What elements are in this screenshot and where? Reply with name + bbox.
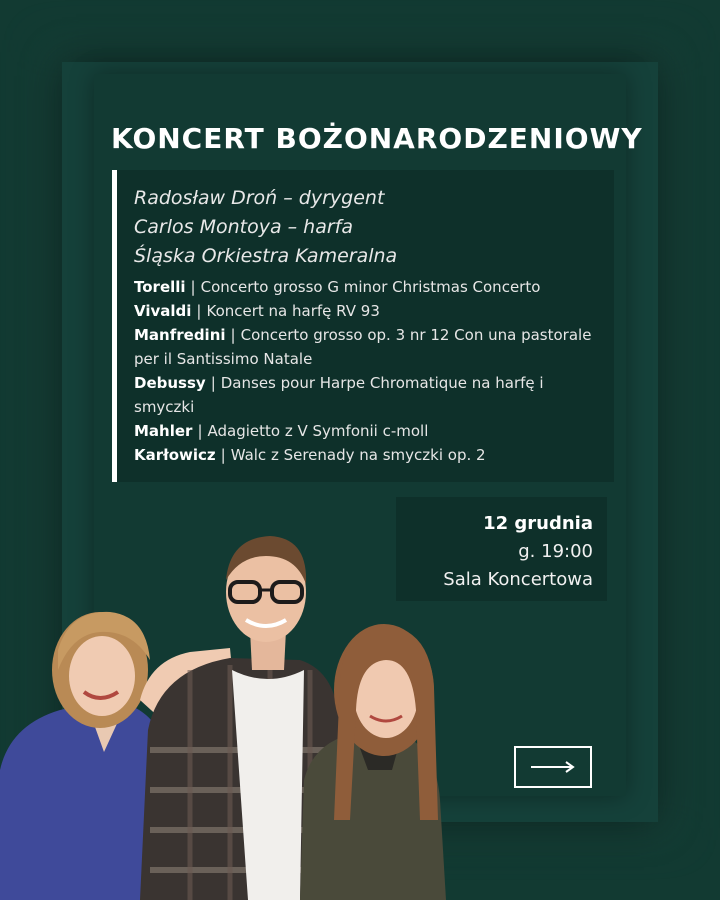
concert-title: KONCERT BOŻONARODZENIOWY	[111, 122, 643, 155]
separator: |	[220, 446, 226, 464]
composer-name: Manfredini	[134, 326, 226, 344]
program-item	[134, 419, 604, 443]
program-item	[134, 323, 604, 371]
event-date: 12 grudnia	[483, 513, 593, 534]
program-box	[112, 170, 614, 482]
composer-name: Vivaldi	[134, 302, 192, 320]
separator: |	[197, 422, 203, 440]
separator: |	[230, 326, 236, 344]
event-time: g. 19:00	[518, 541, 593, 562]
program-item	[134, 275, 604, 299]
program-item	[134, 443, 604, 467]
arrow-right-icon	[530, 760, 576, 774]
work-title: Danses pour Harpe Chromatique na harfę i smyczki	[134, 374, 544, 416]
performer-orchestra: Śląska Orkiestra Kameralna	[134, 245, 398, 267]
work-title: Walc z Serenady na smyczki op. 2	[230, 446, 486, 464]
composer-name: Debussy	[134, 374, 206, 392]
person-right	[300, 624, 446, 900]
composer-name: Torelli	[134, 278, 186, 296]
work-title: Koncert na harfę RV 93	[206, 302, 380, 320]
program-item	[134, 371, 604, 419]
work-title: Concerto grosso op. 3 nr 12 Con una pastorale per il Santissimo Natale	[134, 326, 592, 368]
performer-conductor: Radosław Droń – dyrygent	[134, 187, 385, 209]
work-title: Adagietto z V Symfonii c-moll	[207, 422, 429, 440]
performer-harp: Carlos Montoya – harfa	[134, 216, 353, 238]
program-item	[134, 299, 604, 323]
musicians-photo	[0, 520, 460, 900]
program-list	[134, 275, 614, 467]
event-venue: Sala Koncertowa	[443, 569, 593, 590]
separator: |	[210, 374, 216, 392]
composer-name: Karłowicz	[134, 446, 216, 464]
separator: |	[196, 302, 202, 320]
next-button[interactable]	[514, 746, 592, 788]
work-title: Concerto grosso G minor Christmas Concerto	[200, 278, 541, 296]
separator: |	[190, 278, 196, 296]
composer-name: Mahler	[134, 422, 193, 440]
